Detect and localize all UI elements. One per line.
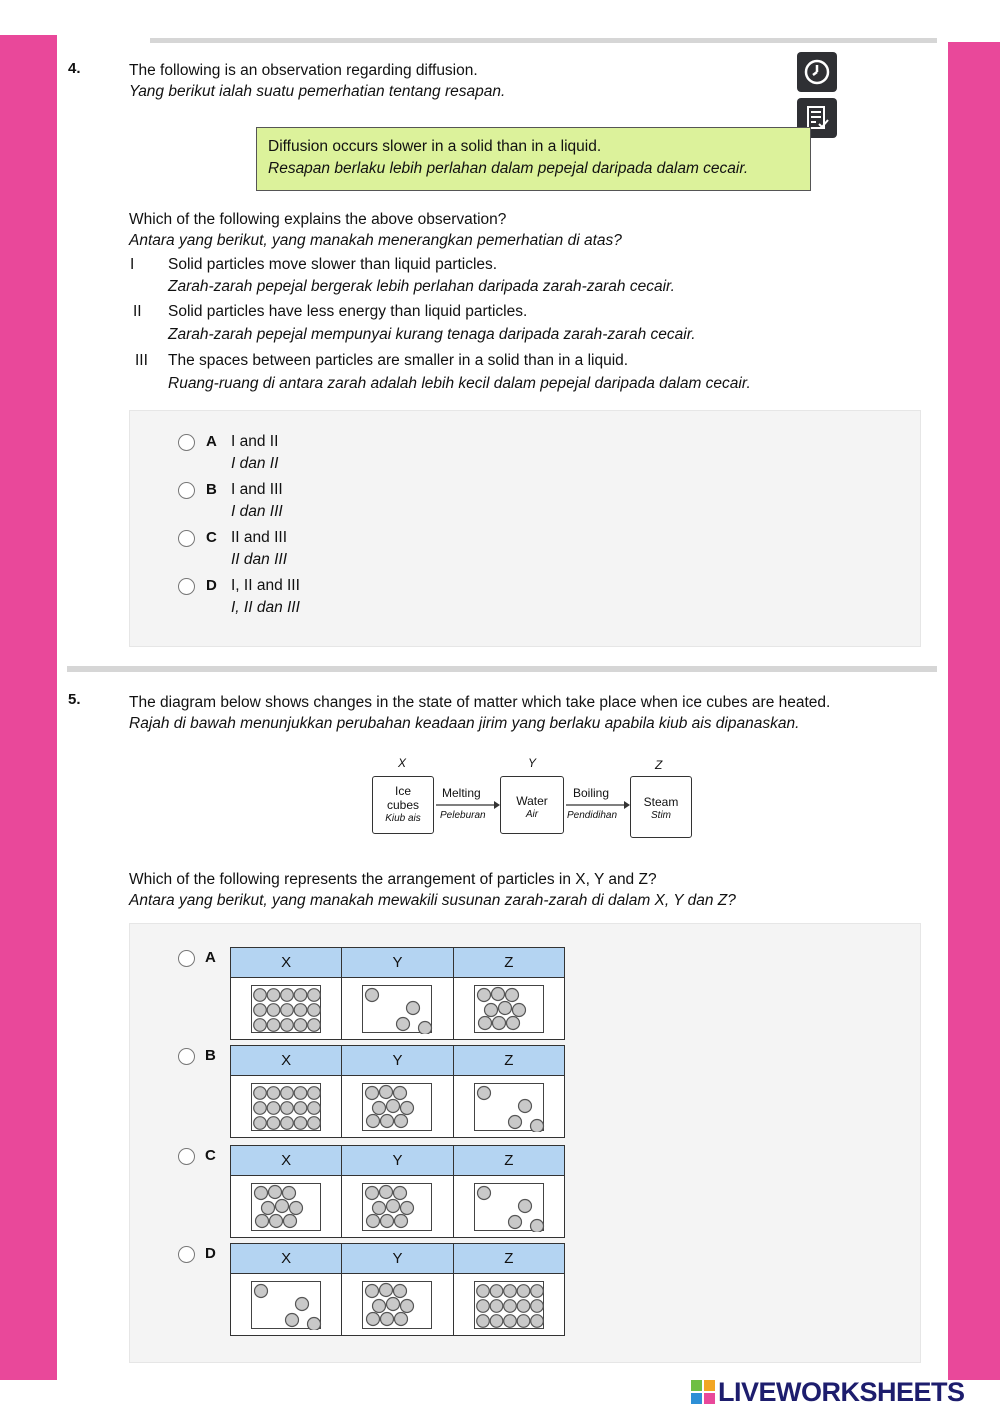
q5-option-b-radio[interactable] — [178, 1048, 195, 1065]
state-change-diagram — [360, 752, 700, 844]
particle-cell — [453, 978, 564, 1040]
particle — [401, 1299, 414, 1312]
option-text-ms: I, II dan III — [231, 599, 300, 616]
particle — [254, 1101, 267, 1114]
particle — [394, 1086, 407, 1099]
particle-diagram — [474, 1281, 544, 1329]
particle — [290, 1201, 303, 1214]
particle — [373, 1299, 386, 1312]
ice-cubes-box — [372, 776, 434, 834]
particle — [401, 1101, 414, 1114]
particle — [504, 1314, 517, 1327]
particle — [281, 1018, 294, 1031]
statement-ms: Ruang-ruang di antara zarah adalah lebih kecil dalam pepejal daripada dalam cecair. — [168, 375, 751, 392]
particle — [531, 1284, 544, 1297]
particle — [281, 1003, 294, 1016]
option-letter: A — [205, 949, 216, 966]
particle — [477, 1186, 490, 1199]
particle — [490, 1299, 503, 1312]
particle — [367, 1114, 380, 1127]
solid-particles-icon — [252, 1084, 322, 1132]
particle — [254, 1018, 267, 1031]
statement-ms: Zarah-zarah pepejal mempunyai kurang tenaga daripada zarah-zarah cecair. — [168, 326, 696, 343]
question-4-number: 4. — [68, 60, 81, 77]
statement-en: Solid particles move slower than liquid particles. — [168, 256, 498, 273]
option-text-en: II and III — [231, 529, 288, 546]
statement-ms: Zarah-zarah pepejal bergerak lebih perlahan daripada zarah-zarah cecair. — [168, 278, 675, 295]
left-side-bar — [0, 35, 57, 1380]
particle-diagram — [362, 985, 432, 1033]
particle — [256, 1214, 269, 1227]
q4-option-c-radio[interactable] — [178, 530, 195, 547]
liquid-particles-icon — [475, 986, 545, 1034]
particle — [531, 1314, 544, 1327]
column-header-z: Z — [453, 1244, 564, 1274]
particle — [367, 1214, 380, 1227]
particle — [380, 1283, 393, 1296]
particle-diagram — [251, 1083, 321, 1131]
solid-particles-icon — [252, 986, 322, 1034]
brand-logo — [690, 1374, 965, 1410]
liquid-particles-icon — [363, 1184, 433, 1232]
right-side-bar — [948, 42, 1000, 1380]
particle-diagram — [362, 1281, 432, 1329]
q4-option-b-radio[interactable] — [178, 482, 195, 499]
option-text-en: I and II — [231, 433, 279, 450]
particle — [407, 1001, 420, 1014]
particle — [286, 1313, 299, 1326]
q4-stem-ms: Yang berikut ialah suatu pemerhatian tentang resapan. — [129, 83, 506, 100]
particle — [508, 1115, 521, 1128]
particle — [308, 1116, 321, 1129]
q5-option-a-radio[interactable] — [178, 950, 195, 967]
particle — [484, 1003, 497, 1016]
steam-label: Steam — [643, 795, 679, 809]
column-header-y: Y — [342, 948, 453, 978]
particle-diagram — [362, 1083, 432, 1131]
statement-en: The spaces between particles are smaller in a solid than in a liquid. — [168, 352, 629, 369]
particle-cell — [342, 1076, 453, 1138]
particle — [387, 1199, 400, 1212]
particle — [397, 1017, 410, 1030]
observation-en: Diffusion occurs slower in a solid than in a liquid. — [268, 138, 602, 155]
particle — [387, 1297, 400, 1310]
timer-button[interactable] — [797, 52, 837, 92]
particle — [373, 1201, 386, 1214]
option-letter: A — [206, 433, 217, 450]
option-text-ms: I dan II — [231, 455, 279, 472]
option-text-en: I, II and III — [231, 577, 300, 594]
option-letter: D — [206, 577, 217, 594]
column-header-z: Z — [453, 948, 564, 978]
column-header-x: X — [231, 1146, 342, 1176]
particle — [477, 1314, 490, 1327]
particle — [255, 1186, 268, 1199]
particle — [269, 1185, 282, 1198]
particle — [270, 1214, 283, 1227]
particle — [477, 1299, 490, 1312]
top-divider — [150, 38, 937, 43]
column-header-z: Z — [453, 1046, 564, 1076]
particle — [308, 988, 321, 1001]
solid-particles-icon — [475, 1282, 545, 1330]
particle — [530, 1119, 543, 1132]
q5-stem-en: The diagram below shows changes in the state of matter which take place when ice cubes are heated. — [129, 694, 831, 711]
particle — [490, 1314, 503, 1327]
brand-name: LIVEWORKSHEETS — [718, 1376, 965, 1407]
particle — [518, 1099, 531, 1112]
particle-cell — [342, 978, 453, 1040]
particle — [505, 988, 518, 1001]
particle — [294, 988, 307, 1001]
particle — [477, 988, 490, 1001]
particle — [254, 1003, 267, 1016]
particle — [517, 1314, 530, 1327]
particle-diagram — [474, 1083, 544, 1131]
ice-label-2: cubes — [386, 798, 420, 812]
ice-label-ms: Kiub ais — [385, 813, 421, 824]
water-label-ms: Air — [525, 809, 539, 820]
column-header-x: X — [231, 1244, 342, 1274]
q5-option-c-table — [230, 1145, 565, 1238]
particle — [394, 1284, 407, 1297]
particle — [395, 1312, 408, 1325]
particle — [294, 1086, 307, 1099]
particle — [308, 1101, 321, 1114]
particle — [380, 1185, 393, 1198]
question-5-number: 5. — [68, 691, 81, 708]
particle-diagram — [474, 1183, 544, 1231]
boiling-label: Boiling — [573, 786, 610, 800]
column-header-x: X — [231, 948, 342, 978]
particle — [296, 1297, 309, 1310]
particle — [281, 1101, 294, 1114]
melting-arrow — [436, 800, 500, 810]
q5-option-a-table — [230, 947, 565, 1040]
particle — [504, 1299, 517, 1312]
particle — [517, 1284, 530, 1297]
gas-particles-icon — [475, 1184, 545, 1232]
particle — [490, 1284, 503, 1297]
particle — [284, 1214, 297, 1227]
particle — [267, 1086, 280, 1099]
statement-number: II — [133, 303, 142, 320]
particle — [387, 1099, 400, 1112]
q4-option-d-radio[interactable] — [178, 578, 195, 595]
particle — [395, 1114, 408, 1127]
particle — [531, 1299, 544, 1312]
particle — [366, 1086, 379, 1099]
diagram-label-x: X — [398, 756, 407, 770]
particle — [478, 1016, 491, 1029]
particle — [492, 1016, 505, 1029]
particle — [508, 1215, 521, 1228]
particle-cell — [453, 1076, 564, 1138]
liquid-particles-icon — [363, 1282, 433, 1330]
steam-label-ms: Stim — [651, 810, 671, 821]
particle — [276, 1199, 289, 1212]
gas-particles-icon — [252, 1282, 322, 1330]
particle — [283, 1186, 296, 1199]
particle-cell — [231, 1274, 342, 1336]
particle — [477, 1086, 490, 1099]
particle — [366, 1284, 379, 1297]
particle — [506, 1016, 519, 1029]
particle — [381, 1214, 394, 1227]
diagram-label-z: Z — [655, 758, 663, 772]
particle — [294, 1018, 307, 1031]
clock-icon — [797, 52, 837, 92]
particle — [281, 1116, 294, 1129]
particle-diagram — [251, 1281, 321, 1329]
gas-particles-icon — [475, 1084, 545, 1132]
particle — [518, 1199, 531, 1212]
particle — [254, 1116, 267, 1129]
particle — [308, 1003, 321, 1016]
water-label: Water — [516, 794, 548, 808]
option-text-ms: I dan III — [231, 503, 283, 520]
particle — [267, 1018, 280, 1031]
water-box — [500, 776, 564, 834]
particle — [281, 1086, 294, 1099]
melting-label: Melting — [442, 786, 481, 800]
option-letter: C — [206, 529, 217, 546]
particle — [267, 1101, 280, 1114]
q5-option-d-table — [230, 1243, 565, 1336]
statement-en: Solid particles have less energy than liquid particles. — [168, 303, 528, 320]
particle — [381, 1114, 394, 1127]
question-divider — [67, 666, 937, 672]
particle — [381, 1312, 394, 1325]
q5-option-d-radio[interactable] — [178, 1246, 195, 1263]
particle — [366, 1186, 379, 1199]
particle — [294, 1003, 307, 1016]
particle-diagram — [474, 985, 544, 1033]
observation-box — [256, 127, 811, 191]
particle — [254, 988, 267, 1001]
particle — [281, 988, 294, 1001]
observation-ms: Resapan berlaku lebih perlahan dalam pepejal daripada dalam cecair. — [268, 160, 749, 177]
q4-stem-en: The following is an observation regarding diffusion. — [129, 62, 478, 79]
particle — [254, 1086, 267, 1099]
particle — [530, 1219, 543, 1232]
diagram-label-y: Y — [528, 756, 537, 770]
steam-box — [630, 776, 692, 838]
option-text-ms: II dan III — [231, 551, 288, 568]
q5-question-ms: Antara yang berikut, yang manakah mewakili susunan zarah-zarah di dalam X, Y dan Z? — [129, 892, 736, 909]
q5-question-en: Which of the following represents the arrangement of particles in X, Y and Z? — [129, 871, 657, 888]
particle — [373, 1101, 386, 1114]
particle-cell — [231, 1076, 342, 1138]
particle — [504, 1284, 517, 1297]
option-text-en: I and III — [231, 481, 283, 498]
particle-cell — [453, 1176, 564, 1238]
particle — [498, 1001, 511, 1014]
statement-number: III — [135, 352, 148, 369]
particle-cell — [453, 1274, 564, 1336]
q4-options-panel — [129, 410, 921, 647]
column-header-z: Z — [453, 1146, 564, 1176]
melting-label-ms: Peleburan — [440, 810, 486, 821]
particle — [419, 1021, 432, 1034]
particle — [477, 1284, 490, 1297]
particle — [401, 1201, 414, 1214]
boiling-arrow — [566, 800, 630, 810]
q4-question-ms: Antara yang berikut, yang manakah menerangkan pemerhatian di atas? — [129, 232, 622, 249]
grid-logo-icon — [690, 1379, 716, 1405]
particle — [255, 1284, 268, 1297]
particle — [294, 1101, 307, 1114]
particle-cell — [342, 1274, 453, 1336]
option-letter: C — [205, 1147, 216, 1164]
particle-cell — [231, 1176, 342, 1238]
statement-number: I — [130, 256, 135, 273]
particle-diagram — [362, 1183, 432, 1231]
column-header-y: Y — [342, 1244, 453, 1274]
particle — [491, 987, 504, 1000]
q5-option-c-radio[interactable] — [178, 1148, 195, 1165]
particle-diagram — [251, 985, 321, 1033]
particle — [367, 1312, 380, 1325]
particle — [366, 988, 379, 1001]
option-letter: B — [206, 481, 217, 498]
option-letter: B — [205, 1047, 216, 1064]
particle — [262, 1201, 275, 1214]
particle — [308, 1018, 321, 1031]
liquid-particles-icon — [252, 1184, 322, 1232]
particle-diagram — [251, 1183, 321, 1231]
column-header-y: Y — [342, 1046, 453, 1076]
particle — [380, 1085, 393, 1098]
particle — [308, 1086, 321, 1099]
q4-option-a-radio[interactable] — [178, 434, 195, 451]
particle — [308, 1317, 321, 1330]
particle — [394, 1186, 407, 1199]
particle — [517, 1299, 530, 1312]
particle-cell — [342, 1176, 453, 1238]
particle — [395, 1214, 408, 1227]
particle — [267, 1003, 280, 1016]
q5-stem-ms: Rajah di bawah menunjukkan perubahan keadaan jirim yang berlaku apabila kiub ais dipanaskan. — [129, 715, 800, 732]
particle — [512, 1003, 525, 1016]
particle — [267, 1116, 280, 1129]
column-header-y: Y — [342, 1146, 453, 1176]
particle — [294, 1116, 307, 1129]
q5-option-b-table — [230, 1045, 565, 1138]
boiling-label-ms: Pendidihan — [567, 810, 618, 821]
option-letter: D — [205, 1245, 216, 1262]
particle-cell — [231, 978, 342, 1040]
q4-question-en: Which of the following explains the above observation? — [129, 211, 507, 228]
column-header-x: X — [231, 1046, 342, 1076]
particle — [267, 988, 280, 1001]
gas-particles-icon — [363, 986, 433, 1034]
liquid-particles-icon — [363, 1084, 433, 1132]
ice-label-1: Ice — [394, 784, 411, 798]
